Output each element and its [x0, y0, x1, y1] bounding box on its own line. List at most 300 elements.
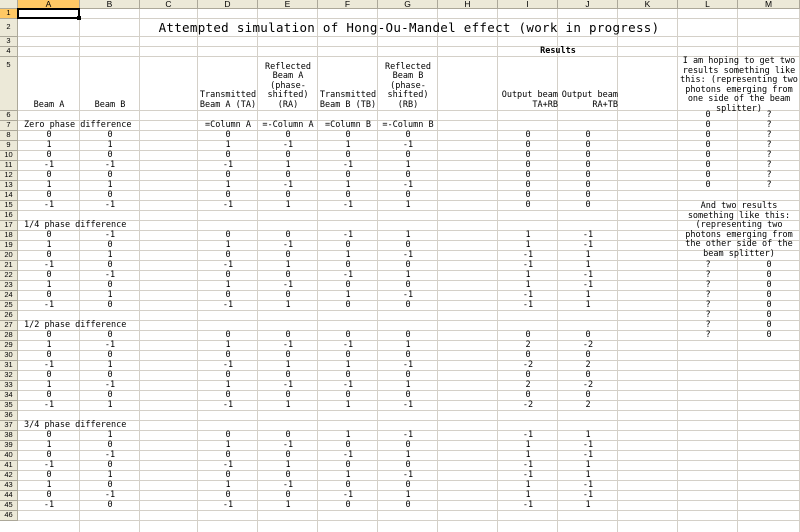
column-title-b[interactable]: Beam B: [94, 99, 126, 110]
row-header[interactable]: 36: [0, 411, 18, 421]
data-cell-d[interactable]: -1: [222, 360, 234, 370]
data-cell-d[interactable]: 1: [225, 240, 231, 250]
data-cell-b[interactable]: -1: [104, 200, 116, 210]
active-cell-a1[interactable]: [17, 8, 80, 19]
expected-cell-l[interactable]: 0: [705, 130, 711, 140]
data-cell-a[interactable]: 1: [46, 440, 52, 450]
data-cell-f[interactable]: 1: [345, 430, 351, 440]
data-cell-i[interactable]: -1: [522, 430, 534, 440]
data-cell-j[interactable]: 0: [585, 330, 591, 340]
section-label[interactable]: Zero phase difference: [24, 120, 132, 130]
data-cell-d[interactable]: 0: [225, 250, 231, 260]
column-title-f[interactable]: Transmitted Beam B (TB): [319, 90, 377, 110]
data-cell-f[interactable]: -1: [342, 450, 354, 460]
data-cell-i[interactable]: 2: [525, 380, 531, 390]
data-cell-i[interactable]: 1: [525, 450, 531, 460]
data-cell-g[interactable]: 0: [405, 460, 411, 470]
data-cell-a[interactable]: -1: [43, 300, 55, 310]
expected-cell-m[interactable]: 0: [766, 330, 772, 340]
data-cell-b[interactable]: 0: [107, 330, 113, 340]
data-cell-b[interactable]: 0: [107, 130, 113, 140]
data-cell-b[interactable]: -1: [104, 490, 116, 500]
data-cell-d[interactable]: 0: [225, 450, 231, 460]
data-cell-d[interactable]: 0: [225, 370, 231, 380]
expected-cell-l[interactable]: 0: [705, 150, 711, 160]
row-header[interactable]: 31: [0, 361, 18, 371]
data-cell-b[interactable]: -1: [104, 230, 116, 240]
row-header[interactable]: 34: [0, 391, 18, 401]
expected-cell-m[interactable]: 0: [766, 300, 772, 310]
column-title-d[interactable]: Transmitted Beam A (TA): [199, 90, 257, 110]
data-cell-e[interactable]: 0: [285, 330, 291, 340]
data-cell-j[interactable]: 1: [585, 430, 591, 440]
column-title-i[interactable]: Output beam TA+RB: [501, 90, 558, 110]
data-cell-b[interactable]: 0: [107, 240, 113, 250]
row-header[interactable]: 7: [0, 121, 18, 131]
data-cell-e[interactable]: 0: [285, 490, 291, 500]
data-cell-j[interactable]: -1: [582, 450, 594, 460]
row-header[interactable]: 28: [0, 331, 18, 341]
data-cell-b[interactable]: 1: [107, 470, 113, 480]
column-title-e[interactable]: Reflected Beam A (phase-shifted) (RA): [264, 61, 312, 110]
data-cell-f[interactable]: 0: [345, 330, 351, 340]
data-cell-j[interactable]: -1: [582, 480, 594, 490]
data-cell-i[interactable]: 0: [525, 170, 531, 180]
data-cell-g[interactable]: 0: [405, 500, 411, 510]
data-cell-a[interactable]: 0: [46, 130, 52, 140]
data-cell-i[interactable]: -1: [522, 500, 534, 510]
data-cell-g[interactable]: 0: [405, 300, 411, 310]
expected-cell-m[interactable]: ?: [766, 170, 772, 180]
data-cell-g[interactable]: 0: [405, 240, 411, 250]
data-cell-f[interactable]: -1: [342, 490, 354, 500]
row-header[interactable]: 35: [0, 401, 18, 411]
data-cell-e[interactable]: 0: [285, 390, 291, 400]
row-header[interactable]: 37: [0, 421, 18, 431]
data-cell-f[interactable]: -1: [342, 270, 354, 280]
row-header[interactable]: 45: [0, 501, 18, 511]
data-cell-e[interactable]: 1: [285, 460, 291, 470]
column-title-a[interactable]: Beam A: [33, 99, 65, 110]
expected-cell-l[interactable]: ?: [705, 320, 711, 330]
data-cell-e[interactable]: 0: [285, 170, 291, 180]
data-cell-i[interactable]: 1: [525, 230, 531, 240]
data-cell-b[interactable]: 1: [107, 250, 113, 260]
data-cell-d[interactable]: 0: [225, 270, 231, 280]
data-cell-b[interactable]: 1: [107, 430, 113, 440]
data-cell-a[interactable]: 0: [46, 250, 52, 260]
row-header[interactable]: 17: [0, 221, 18, 231]
column-header-c[interactable]: C: [140, 0, 198, 9]
row-header[interactable]: 42: [0, 471, 18, 481]
data-cell-j[interactable]: -1: [582, 270, 594, 280]
data-cell-d[interactable]: -1: [222, 300, 234, 310]
data-cell-e[interactable]: -1: [282, 480, 294, 490]
expected-cell-l[interactable]: ?: [705, 280, 711, 290]
data-cell-e[interactable]: 1: [285, 300, 291, 310]
data-cell-i[interactable]: -1: [522, 470, 534, 480]
expected-cell-l[interactable]: 0: [705, 170, 711, 180]
expected-cell-l[interactable]: 0: [705, 140, 711, 150]
data-cell-d[interactable]: -1: [222, 500, 234, 510]
data-cell-a[interactable]: 1: [46, 480, 52, 490]
data-cell-i[interactable]: 0: [525, 200, 531, 210]
data-cell-e[interactable]: -1: [282, 340, 294, 350]
data-cell-j[interactable]: -1: [582, 490, 594, 500]
expected-cell-m[interactable]: ?: [766, 120, 772, 130]
data-cell-b[interactable]: 0: [107, 190, 113, 200]
data-cell-g[interactable]: 0: [405, 280, 411, 290]
data-cell-g[interactable]: 0: [405, 190, 411, 200]
expected-cell-m[interactable]: 0: [766, 310, 772, 320]
column-header-i[interactable]: I: [498, 0, 558, 9]
data-cell-f[interactable]: 1: [345, 400, 351, 410]
data-cell-f[interactable]: 1: [345, 180, 351, 190]
data-cell-e[interactable]: -1: [282, 380, 294, 390]
data-cell-d[interactable]: -1: [222, 400, 234, 410]
data-cell-j[interactable]: 1: [585, 500, 591, 510]
data-cell-a[interactable]: 0: [46, 150, 52, 160]
data-cell-g[interactable]: -1: [402, 360, 414, 370]
data-cell-b[interactable]: 1: [107, 360, 113, 370]
data-cell-a[interactable]: -1: [43, 260, 55, 270]
data-cell-e[interactable]: 0: [285, 190, 291, 200]
data-cell-i[interactable]: -1: [522, 460, 534, 470]
row-header[interactable]: 6: [0, 111, 18, 121]
formula-label-e[interactable]: =-Column A: [262, 120, 314, 130]
data-cell-d[interactable]: 0: [225, 150, 231, 160]
data-cell-f[interactable]: 0: [345, 390, 351, 400]
data-cell-b[interactable]: 0: [107, 480, 113, 490]
section-label[interactable]: 3/4 phase difference: [24, 420, 127, 430]
data-cell-i[interactable]: -2: [522, 400, 534, 410]
data-cell-d[interactable]: 0: [225, 470, 231, 480]
data-cell-f[interactable]: 0: [345, 300, 351, 310]
data-cell-f[interactable]: 0: [345, 500, 351, 510]
data-cell-b[interactable]: 0: [107, 370, 113, 380]
data-cell-j[interactable]: 1: [585, 300, 591, 310]
data-cell-b[interactable]: 1: [107, 400, 113, 410]
data-cell-b[interactable]: 0: [107, 390, 113, 400]
data-cell-d[interactable]: 0: [225, 190, 231, 200]
data-cell-f[interactable]: 0: [345, 280, 351, 290]
expected-cell-m[interactable]: ?: [766, 180, 772, 190]
row-header[interactable]: 41: [0, 461, 18, 471]
data-cell-b[interactable]: -1: [104, 340, 116, 350]
data-cell-a[interactable]: -1: [43, 460, 55, 470]
data-cell-e[interactable]: -1: [282, 440, 294, 450]
data-cell-d[interactable]: 1: [225, 140, 231, 150]
data-cell-g[interactable]: -1: [402, 470, 414, 480]
data-cell-a[interactable]: 1: [46, 380, 52, 390]
row-header[interactable]: 2: [0, 19, 18, 37]
data-cell-i[interactable]: 0: [525, 350, 531, 360]
data-cell-d[interactable]: 1: [225, 380, 231, 390]
data-cell-j[interactable]: 0: [585, 150, 591, 160]
data-cell-b[interactable]: -1: [104, 450, 116, 460]
data-cell-b[interactable]: 0: [107, 170, 113, 180]
data-cell-e[interactable]: 0: [285, 350, 291, 360]
data-cell-e[interactable]: 0: [285, 150, 291, 160]
data-cell-e[interactable]: -1: [282, 180, 294, 190]
data-cell-d[interactable]: 1: [225, 280, 231, 290]
data-cell-j[interactable]: 0: [585, 130, 591, 140]
note-one-side[interactable]: I am hoping to get two results something like this: (representing two photons emerging from one side of the beam splitter): [680, 56, 798, 114]
column-header-d[interactable]: D: [198, 0, 258, 9]
data-cell-b[interactable]: 1: [107, 290, 113, 300]
data-cell-f[interactable]: 0: [345, 460, 351, 470]
data-cell-j[interactable]: 1: [585, 260, 591, 270]
row-header[interactable]: 18: [0, 231, 18, 241]
data-cell-i[interactable]: 1: [525, 240, 531, 250]
data-cell-a[interactable]: -1: [43, 160, 55, 170]
data-cell-i[interactable]: -1: [522, 250, 534, 260]
data-cell-a[interactable]: 1: [46, 340, 52, 350]
data-cell-a[interactable]: 0: [46, 330, 52, 340]
data-cell-f[interactable]: -1: [342, 340, 354, 350]
data-cell-e[interactable]: 1: [285, 160, 291, 170]
row-header[interactable]: 11: [0, 161, 18, 171]
data-cell-f[interactable]: 0: [345, 130, 351, 140]
data-cell-f[interactable]: 1: [345, 140, 351, 150]
row-header[interactable]: 8: [0, 131, 18, 141]
data-cell-a[interactable]: -1: [43, 360, 55, 370]
data-cell-j[interactable]: -1: [582, 440, 594, 450]
row-header[interactable]: 30: [0, 351, 18, 361]
data-cell-g[interactable]: 1: [405, 160, 411, 170]
note-other-side[interactable]: And two results something like this: (representing two photons emerging from the other side of the beam splitter): [685, 201, 793, 259]
column-header-g[interactable]: G: [378, 0, 438, 9]
data-cell-g[interactable]: 0: [405, 330, 411, 340]
data-cell-b[interactable]: 0: [107, 280, 113, 290]
row-header[interactable]: 24: [0, 291, 18, 301]
data-cell-e[interactable]: 1: [285, 200, 291, 210]
data-cell-a[interactable]: 0: [46, 470, 52, 480]
data-cell-g[interactable]: -1: [402, 290, 414, 300]
data-cell-a[interactable]: -1: [43, 500, 55, 510]
data-cell-j[interactable]: 0: [585, 160, 591, 170]
data-cell-e[interactable]: -1: [282, 240, 294, 250]
data-cell-b[interactable]: -1: [104, 380, 116, 390]
expected-cell-l[interactable]: ?: [705, 310, 711, 320]
data-cell-j[interactable]: 1: [585, 250, 591, 260]
data-cell-i[interactable]: 1: [525, 280, 531, 290]
data-cell-a[interactable]: 1: [46, 240, 52, 250]
data-cell-j[interactable]: 0: [585, 200, 591, 210]
data-cell-a[interactable]: 1: [46, 280, 52, 290]
expected-cell-l[interactable]: 0: [705, 180, 711, 190]
data-cell-a[interactable]: 0: [46, 370, 52, 380]
data-cell-i[interactable]: -1: [522, 300, 534, 310]
formula-label-g[interactable]: =-Column B: [382, 120, 434, 130]
data-cell-e[interactable]: 0: [285, 470, 291, 480]
data-cell-f[interactable]: 0: [345, 350, 351, 360]
row-header[interactable]: 13: [0, 181, 18, 191]
row-header[interactable]: 14: [0, 191, 18, 201]
expected-cell-m[interactable]: 0: [766, 320, 772, 330]
data-cell-a[interactable]: 0: [46, 430, 52, 440]
row-header[interactable]: 3: [0, 37, 18, 47]
data-cell-b[interactable]: -1: [104, 270, 116, 280]
data-cell-b[interactable]: 0: [107, 460, 113, 470]
column-header-m[interactable]: M: [738, 0, 800, 9]
row-header[interactable]: 22: [0, 271, 18, 281]
data-cell-j[interactable]: -1: [582, 280, 594, 290]
data-cell-e[interactable]: 1: [285, 500, 291, 510]
data-cell-f[interactable]: 0: [345, 260, 351, 270]
data-cell-g[interactable]: -1: [402, 140, 414, 150]
data-cell-f[interactable]: 0: [345, 150, 351, 160]
row-header[interactable]: 15: [0, 201, 18, 211]
row-header[interactable]: 38: [0, 431, 18, 441]
expected-cell-m[interactable]: ?: [766, 130, 772, 140]
expected-cell-m[interactable]: ?: [766, 160, 772, 170]
data-cell-i[interactable]: 1: [525, 270, 531, 280]
data-cell-j[interactable]: 2: [585, 400, 591, 410]
expected-cell-m[interactable]: 0: [766, 260, 772, 270]
row-header[interactable]: 1: [0, 9, 18, 19]
row-header[interactable]: 21: [0, 261, 18, 271]
data-cell-g[interactable]: -1: [402, 430, 414, 440]
data-cell-b[interactable]: 0: [107, 350, 113, 360]
column-header-e[interactable]: E: [258, 0, 318, 9]
data-cell-g[interactable]: -1: [402, 400, 414, 410]
data-cell-a[interactable]: 0: [46, 290, 52, 300]
data-cell-f[interactable]: -1: [342, 160, 354, 170]
data-cell-d[interactable]: 0: [225, 330, 231, 340]
row-header[interactable]: 33: [0, 381, 18, 391]
data-cell-g[interactable]: 1: [405, 490, 411, 500]
data-cell-g[interactable]: 1: [405, 200, 411, 210]
data-cell-i[interactable]: 0: [525, 190, 531, 200]
expected-cell-l[interactable]: 0: [705, 160, 711, 170]
row-header[interactable]: 19: [0, 241, 18, 251]
data-cell-e[interactable]: 1: [285, 360, 291, 370]
expected-cell-l[interactable]: ?: [705, 290, 711, 300]
data-cell-a[interactable]: 0: [46, 270, 52, 280]
data-cell-a[interactable]: 0: [46, 350, 52, 360]
data-cell-e[interactable]: 0: [285, 230, 291, 240]
column-header-h[interactable]: H: [438, 0, 498, 9]
data-cell-b[interactable]: 0: [107, 440, 113, 450]
expected-cell-l[interactable]: ?: [705, 270, 711, 280]
data-cell-i[interactable]: 0: [525, 140, 531, 150]
data-cell-b[interactable]: 0: [107, 260, 113, 270]
data-cell-i[interactable]: 1: [525, 480, 531, 490]
data-cell-i[interactable]: 0: [525, 390, 531, 400]
data-cell-j[interactable]: -2: [582, 380, 594, 390]
data-cell-g[interactable]: 0: [405, 350, 411, 360]
data-cell-f[interactable]: 1: [345, 250, 351, 260]
data-cell-f[interactable]: 0: [345, 240, 351, 250]
data-cell-e[interactable]: 0: [285, 430, 291, 440]
data-cell-d[interactable]: 1: [225, 480, 231, 490]
row-header[interactable]: 20: [0, 251, 18, 261]
data-cell-d[interactable]: -1: [222, 160, 234, 170]
data-cell-d[interactable]: 0: [225, 490, 231, 500]
data-cell-i[interactable]: 0: [525, 150, 531, 160]
data-cell-g[interactable]: 1: [405, 230, 411, 240]
column-title-g[interactable]: Reflected Beam B (phase-shifted) (RB): [384, 61, 432, 110]
data-cell-f[interactable]: 0: [345, 440, 351, 450]
data-cell-j[interactable]: -1: [582, 230, 594, 240]
data-cell-f[interactable]: 0: [345, 370, 351, 380]
data-cell-e[interactable]: 1: [285, 260, 291, 270]
expected-cell-m[interactable]: 0: [766, 290, 772, 300]
data-cell-e[interactable]: 0: [285, 370, 291, 380]
expected-cell-m[interactable]: 0: [766, 280, 772, 290]
data-cell-i[interactable]: 0: [525, 330, 531, 340]
data-cell-j[interactable]: 0: [585, 350, 591, 360]
data-cell-i[interactable]: -1: [522, 260, 534, 270]
data-cell-i[interactable]: 0: [525, 160, 531, 170]
data-cell-j[interactable]: 0: [585, 170, 591, 180]
data-cell-g[interactable]: 0: [405, 130, 411, 140]
row-header[interactable]: 39: [0, 441, 18, 451]
column-title-j[interactable]: Output beam RA+TB: [561, 90, 618, 110]
data-cell-g[interactable]: 1: [405, 340, 411, 350]
data-cell-d[interactable]: 0: [225, 350, 231, 360]
section-label[interactable]: 1/2 phase difference: [24, 320, 127, 330]
data-cell-f[interactable]: 0: [345, 170, 351, 180]
data-cell-g[interactable]: -1: [402, 250, 414, 260]
data-cell-a[interactable]: 0: [46, 190, 52, 200]
row-header[interactable]: 46: [0, 511, 18, 521]
data-cell-d[interactable]: 0: [225, 130, 231, 140]
row-header[interactable]: 10: [0, 151, 18, 161]
data-cell-b[interactable]: 0: [107, 300, 113, 310]
data-cell-e[interactable]: -1: [282, 140, 294, 150]
section-label[interactable]: 1/4 phase difference: [24, 220, 127, 230]
row-header[interactable]: 5: [0, 57, 18, 111]
sheet-title[interactable]: Attempted simulation of Hong-Ou-Mandel effect (work in progress): [158, 20, 660, 35]
data-cell-f[interactable]: 0: [345, 190, 351, 200]
data-cell-j[interactable]: 1: [585, 470, 591, 480]
data-cell-f[interactable]: 0: [345, 480, 351, 490]
data-cell-b[interactable]: 1: [107, 180, 113, 190]
results-label[interactable]: Results: [540, 46, 576, 56]
data-cell-g[interactable]: 0: [405, 170, 411, 180]
data-cell-d[interactable]: -1: [222, 260, 234, 270]
data-cell-j[interactable]: 2: [585, 360, 591, 370]
formula-label-d[interactable]: =Column A: [204, 120, 252, 130]
data-cell-e[interactable]: 0: [285, 250, 291, 260]
data-cell-i[interactable]: 0: [525, 130, 531, 140]
expected-cell-l[interactable]: ?: [705, 300, 711, 310]
data-cell-i[interactable]: 0: [525, 370, 531, 380]
expected-cell-l[interactable]: 0: [705, 120, 711, 130]
data-cell-d[interactable]: 1: [225, 340, 231, 350]
formula-label-f[interactable]: =Column B: [324, 120, 372, 130]
data-cell-j[interactable]: 1: [585, 290, 591, 300]
data-cell-f[interactable]: -1: [342, 230, 354, 240]
data-cell-g[interactable]: 0: [405, 260, 411, 270]
data-cell-a[interactable]: 0: [46, 490, 52, 500]
expected-cell-l[interactable]: ?: [705, 330, 711, 340]
data-cell-f[interactable]: -1: [342, 380, 354, 390]
data-cell-b[interactable]: -1: [104, 160, 116, 170]
data-cell-e[interactable]: 0: [285, 270, 291, 280]
row-header[interactable]: 9: [0, 141, 18, 151]
data-cell-f[interactable]: -1: [342, 200, 354, 210]
row-header[interactable]: 16: [0, 211, 18, 221]
data-cell-g[interactable]: 1: [405, 270, 411, 280]
row-header[interactable]: 43: [0, 481, 18, 491]
data-cell-j[interactable]: 1: [585, 460, 591, 470]
row-header[interactable]: 40: [0, 451, 18, 461]
data-cell-i[interactable]: 0: [525, 180, 531, 190]
data-cell-d[interactable]: 1: [225, 440, 231, 450]
